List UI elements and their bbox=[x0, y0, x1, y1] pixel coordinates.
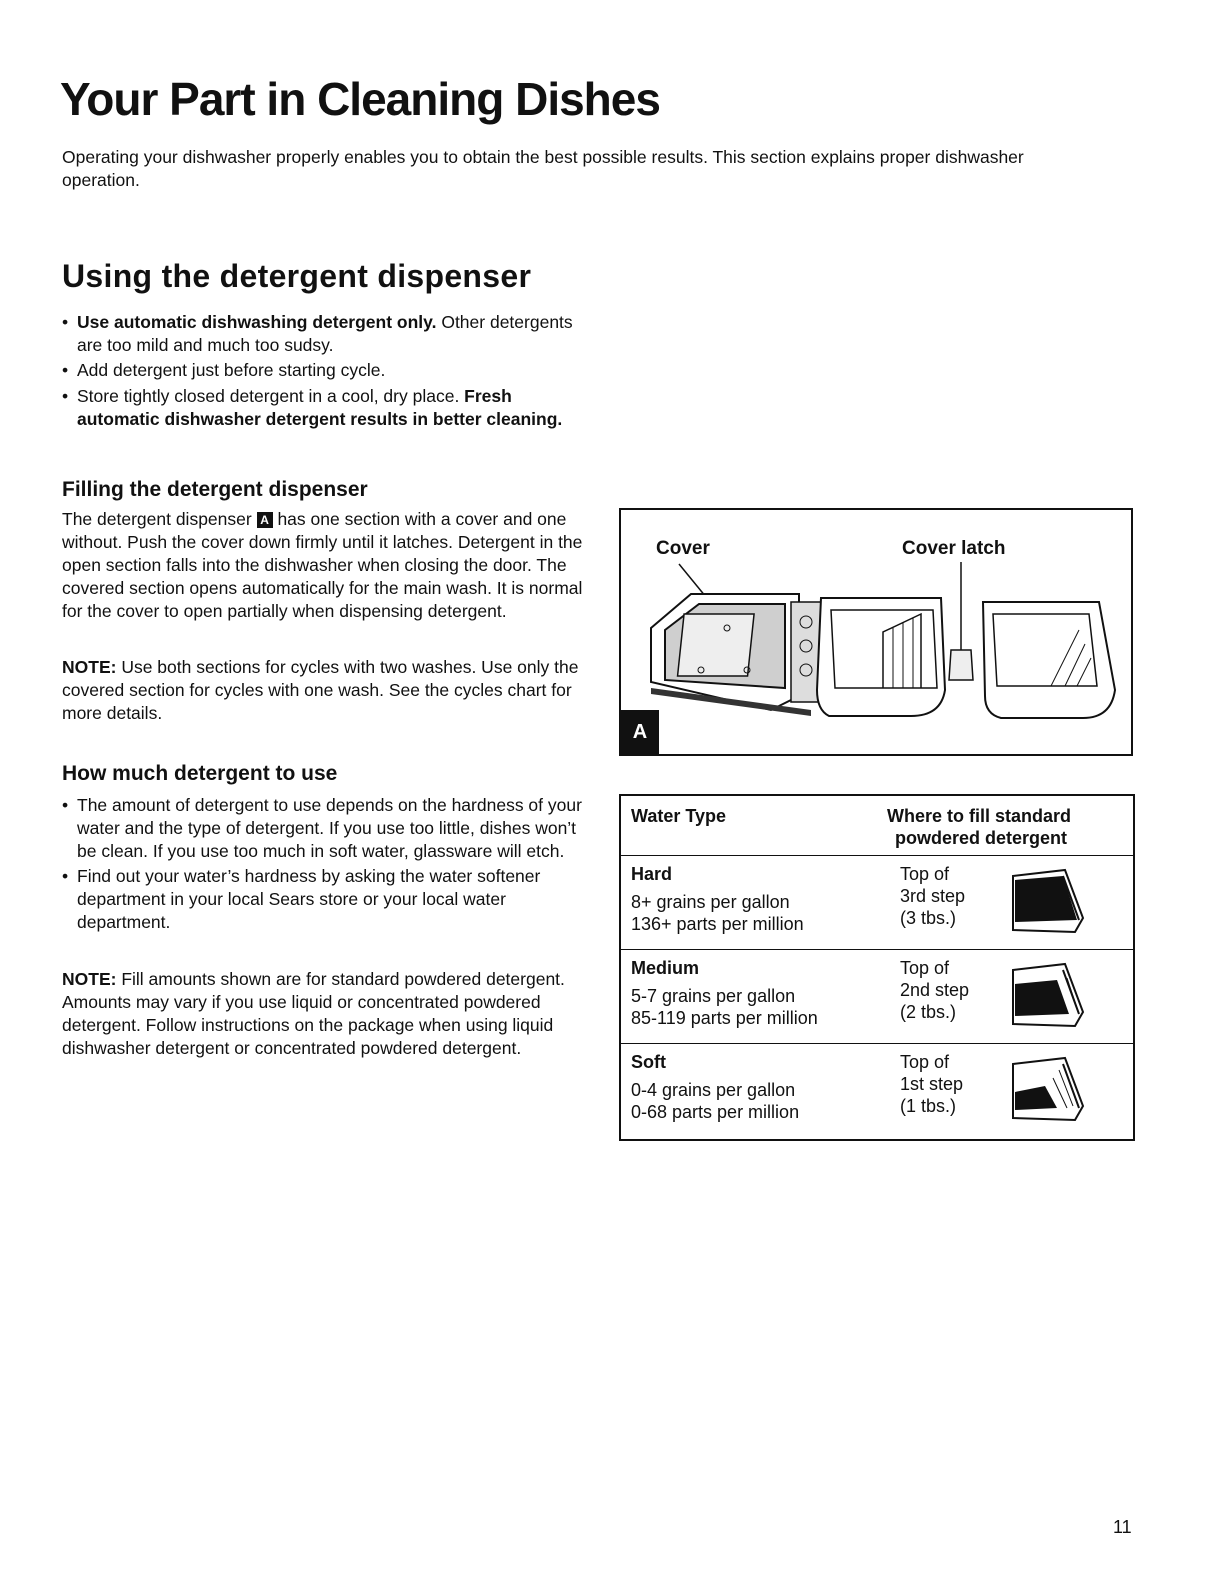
bullet-item: • The amount of detergent to use depends on the hardness of your water and the type of detergent. If you use too little, dishes won’t be clean. If you use too much in soft water, glassware will etch. bbox=[62, 795, 582, 861]
row-fill1: Top of bbox=[900, 1052, 950, 1072]
filling-paragraph: The detergent dispenser A has one section with a cover and one without. Push the cover down firmly until it latches. Detergent in the open section falls into the dishwasher when closing the door. The covered section opens automatically for the main wash. It is normal for the cover to open partially when dispensing detergent. bbox=[62, 509, 583, 621]
row-grains: 5-7 grains per gallon bbox=[631, 986, 796, 1006]
fill-level-icon bbox=[1011, 958, 1087, 1028]
table-row bbox=[621, 855, 1133, 950]
row-type: Hard bbox=[631, 864, 673, 884]
page-title: Your Part in Cleaning Dishes bbox=[60, 73, 660, 125]
howmuch-bullets bbox=[62, 794, 582, 934]
fill-level-icon bbox=[1011, 1052, 1087, 1122]
cover-latch-label: Cover latch bbox=[902, 538, 1006, 559]
row-fill1: Top of bbox=[900, 864, 950, 884]
row-ppm: 0-68 parts per million bbox=[631, 1102, 800, 1122]
intro-text: Operating your dishwasher properly enables you to obtain the best possible results. This section explains proper dishwasher operation. bbox=[62, 147, 1024, 190]
row-grains: 8+ grains per gallon bbox=[631, 892, 790, 912]
row-ppm: 136+ parts per million bbox=[631, 914, 804, 934]
dispenser-figure bbox=[619, 508, 1133, 756]
row-fill2: 1st step bbox=[900, 1074, 964, 1094]
row-fill2: 3rd step bbox=[900, 886, 966, 906]
row-fill3: (1 tbs.) bbox=[900, 1096, 957, 1116]
row-ppm: 85-119 parts per million bbox=[631, 1008, 818, 1028]
howmuch-note: NOTE: Fill amounts shown are for standard powdered detergent. Amounts may vary if you use liquid or concentrated powdered detergent. Follow instructions on the package when using liquid dishwasher detergent or concentrated powdered detergent. bbox=[62, 969, 565, 1058]
dispenser-bullets bbox=[62, 311, 582, 431]
row-type: Soft bbox=[631, 1052, 666, 1072]
table-row bbox=[621, 949, 1133, 1044]
table-header-fill-line1: Where to fill standard bbox=[887, 806, 1072, 826]
table-row bbox=[621, 1043, 1133, 1140]
row-type: Medium bbox=[631, 958, 700, 978]
figure-a-badge: A bbox=[257, 512, 273, 528]
fill-level-icon bbox=[1011, 864, 1087, 934]
bullet-item: • Store tightly closed detergent in a cool, dry place. Fresh automatic dishwasher detergent results in better cleaning. bbox=[62, 386, 563, 429]
filling-note: NOTE: Use both sections for cycles with two washes. Use only the covered section for cycles with one wash. See the cycles chart for more details. bbox=[62, 657, 579, 723]
dispenser-illustration bbox=[621, 510, 1131, 754]
water-hardness-table bbox=[619, 794, 1135, 1141]
row-fill3: (3 tbs.) bbox=[900, 908, 957, 928]
table-header-fill-line2: powdered detergent bbox=[895, 828, 1068, 848]
page-number: 11 bbox=[1113, 1517, 1132, 1537]
bullet-item: • Find out your water’s hardness by asking the water softener department in your local Sears store or your local water department. bbox=[62, 866, 541, 932]
row-fill2: 2nd step bbox=[900, 980, 970, 1000]
bullet-item: • Add detergent just before starting cycle. bbox=[62, 360, 386, 380]
row-fill3: (2 tbs.) bbox=[900, 1002, 957, 1022]
figure-tag: A bbox=[621, 710, 659, 754]
cover-label: Cover bbox=[656, 538, 710, 559]
bullet-item: • Use automatic dishwashing detergent only. Other detergents are too mild and much too sudsy. bbox=[62, 312, 573, 355]
filling-heading: Filling the detergent dispenser bbox=[62, 478, 368, 501]
table-header-water-type: Water Type bbox=[631, 806, 727, 826]
howmuch-heading: How much detergent to use bbox=[62, 762, 338, 785]
row-grains: 0-4 grains per gallon bbox=[631, 1080, 796, 1100]
row-fill1: Top of bbox=[900, 958, 950, 978]
section-heading: Using the detergent dispenser bbox=[62, 258, 532, 294]
